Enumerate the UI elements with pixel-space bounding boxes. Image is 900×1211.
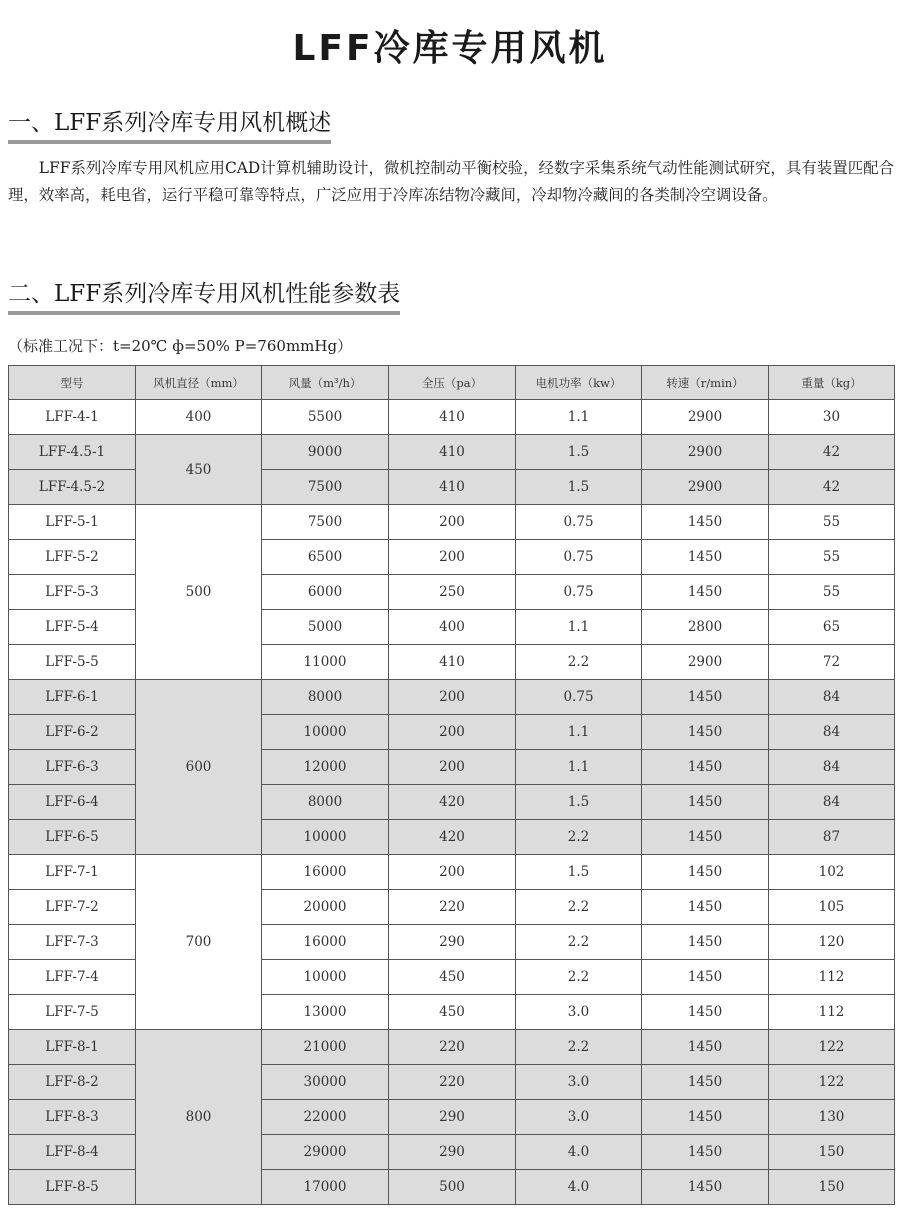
cell-weight: 42 [769, 435, 895, 470]
cell-weight: 102 [769, 855, 895, 890]
cell-airflow: 20000 [262, 890, 389, 925]
cell-speed: 1450 [642, 1170, 769, 1205]
cell-power: 0.75 [516, 680, 642, 715]
cell-pressure: 450 [389, 960, 516, 995]
cell-power: 3.0 [516, 1065, 642, 1100]
header-airflow: 风量（m³/h） [262, 366, 389, 400]
table-row [9, 1030, 895, 1065]
cell-power: 1.1 [516, 750, 642, 785]
standard-conditions-note: （标准工况下：t=20℃ ф=50% P=760mmHg） [8, 337, 353, 355]
cell-power: 1.5 [516, 435, 642, 470]
cell-model: LFF-6-3 [9, 750, 136, 785]
cell-airflow: 30000 [262, 1065, 389, 1100]
overview-paragraph: LFF系列冷库专用风机应用CAD计算机辅助设计，微机控制动平衡校验，经数字采集系统气动性能测试研究，具有装置匹配合理，效率高，耗电省，运行平稳可靠等特点，广泛应用于冷库冻结物冷藏间，冷却物冷藏间的各类制冷空调设备。 [8, 159, 894, 204]
cell-diameter: 600 [136, 680, 262, 855]
cell-diameter: 400 [136, 400, 262, 435]
cell-speed: 1450 [642, 750, 769, 785]
cell-airflow: 8000 [262, 680, 389, 715]
cell-airflow: 10000 [262, 715, 389, 750]
cell-pressure: 290 [389, 1135, 516, 1170]
cell-speed: 1450 [642, 925, 769, 960]
cell-model: LFF-8-3 [9, 1100, 136, 1135]
cell-pressure: 410 [389, 400, 516, 435]
cell-model: LFF-7-1 [9, 855, 136, 890]
cell-speed: 2800 [642, 610, 769, 645]
cell-power: 1.5 [516, 855, 642, 890]
header-pressure: 全压（pa） [389, 366, 516, 400]
cell-power: 2.2 [516, 925, 642, 960]
cell-pressure: 290 [389, 925, 516, 960]
cell-power: 1.5 [516, 785, 642, 820]
cell-airflow: 9000 [262, 435, 389, 470]
cell-model: LFF-6-2 [9, 715, 136, 750]
cell-speed: 1450 [642, 540, 769, 575]
table-row [9, 400, 895, 435]
cell-power: 0.75 [516, 575, 642, 610]
cell-pressure: 200 [389, 715, 516, 750]
cell-speed: 1450 [642, 820, 769, 855]
cell-weight: 55 [769, 540, 895, 575]
cell-power: 3.0 [516, 1100, 642, 1135]
cell-model: LFF-5-4 [9, 610, 136, 645]
table-row [9, 435, 895, 470]
cell-pressure: 410 [389, 470, 516, 505]
cell-airflow: 5500 [262, 400, 389, 435]
cell-speed: 1450 [642, 1100, 769, 1135]
header-diameter: 风机直径（mm） [136, 366, 262, 400]
cell-weight: 87 [769, 820, 895, 855]
cell-pressure: 500 [389, 1170, 516, 1205]
cell-power: 2.2 [516, 820, 642, 855]
cell-model: LFF-8-5 [9, 1170, 136, 1205]
table-header-row [9, 366, 895, 400]
table-row [9, 855, 895, 890]
cell-weight: 122 [769, 1030, 895, 1065]
cell-airflow: 29000 [262, 1135, 389, 1170]
cell-weight: 84 [769, 715, 895, 750]
cell-airflow: 6000 [262, 575, 389, 610]
cell-power: 3.0 [516, 995, 642, 1030]
cell-speed: 2900 [642, 645, 769, 680]
cell-speed: 1450 [642, 855, 769, 890]
cell-weight: 30 [769, 400, 895, 435]
cell-speed: 1450 [642, 785, 769, 820]
cell-speed: 2900 [642, 470, 769, 505]
header-power: 电机功率（kw） [516, 366, 642, 400]
cell-airflow: 5000 [262, 610, 389, 645]
cell-pressure: 200 [389, 750, 516, 785]
table-row [9, 680, 895, 715]
cell-speed: 2900 [642, 435, 769, 470]
cell-airflow: 8000 [262, 785, 389, 820]
cell-airflow: 21000 [262, 1030, 389, 1065]
cell-model: LFF-7-5 [9, 995, 136, 1030]
page-title: LFF冷库专用风机 [292, 28, 608, 69]
cell-model: LFF-4.5-1 [9, 435, 136, 470]
cell-power: 0.75 [516, 505, 642, 540]
cell-speed: 1450 [642, 680, 769, 715]
cell-model: LFF-7-2 [9, 890, 136, 925]
cell-airflow: 17000 [262, 1170, 389, 1205]
cell-weight: 84 [769, 785, 895, 820]
cell-power: 2.2 [516, 960, 642, 995]
table-body [9, 400, 895, 1205]
cell-weight: 105 [769, 890, 895, 925]
cell-weight: 84 [769, 750, 895, 785]
cell-pressure: 220 [389, 890, 516, 925]
cell-weight: 112 [769, 960, 895, 995]
cell-pressure: 250 [389, 575, 516, 610]
cell-airflow: 16000 [262, 925, 389, 960]
cell-airflow: 7500 [262, 470, 389, 505]
cell-weight: 150 [769, 1170, 895, 1205]
cell-airflow: 12000 [262, 750, 389, 785]
cell-model: LFF-4.5-2 [9, 470, 136, 505]
cell-power: 0.75 [516, 540, 642, 575]
cell-model: LFF-6-5 [9, 820, 136, 855]
header-weight: 重量（kg） [769, 366, 895, 400]
cell-model: LFF-7-4 [9, 960, 136, 995]
cell-pressure: 200 [389, 505, 516, 540]
cell-weight: 122 [769, 1065, 895, 1100]
cell-power: 1.1 [516, 610, 642, 645]
cell-power: 4.0 [516, 1170, 642, 1205]
cell-pressure: 200 [389, 855, 516, 890]
cell-pressure: 450 [389, 995, 516, 1030]
cell-pressure: 410 [389, 645, 516, 680]
cell-power: 2.2 [516, 890, 642, 925]
cell-speed: 1450 [642, 960, 769, 995]
cell-diameter: 500 [136, 505, 262, 680]
cell-pressure: 220 [389, 1030, 516, 1065]
cell-airflow: 10000 [262, 960, 389, 995]
cell-weight: 42 [769, 470, 895, 505]
cell-pressure: 420 [389, 820, 516, 855]
performance-parameter-table [8, 365, 895, 1205]
cell-power: 1.5 [516, 470, 642, 505]
cell-pressure: 420 [389, 785, 516, 820]
cell-power: 2.2 [516, 1030, 642, 1065]
cell-speed: 1450 [642, 575, 769, 610]
cell-model: LFF-5-5 [9, 645, 136, 680]
cell-airflow: 11000 [262, 645, 389, 680]
header-speed: 转速（r/min） [642, 366, 769, 400]
cell-model: LFF-5-3 [9, 575, 136, 610]
cell-weight: 120 [769, 925, 895, 960]
cell-pressure: 400 [389, 610, 516, 645]
cell-power: 1.1 [516, 715, 642, 750]
cell-speed: 2900 [642, 400, 769, 435]
cell-airflow: 13000 [262, 995, 389, 1030]
cell-speed: 1450 [642, 1135, 769, 1170]
cell-speed: 1450 [642, 1065, 769, 1100]
cell-model: LFF-6-4 [9, 785, 136, 820]
cell-speed: 1450 [642, 715, 769, 750]
cell-airflow: 16000 [262, 855, 389, 890]
cell-pressure: 220 [389, 1065, 516, 1100]
cell-speed: 1450 [642, 995, 769, 1030]
table-row [9, 505, 895, 540]
cell-speed: 1450 [642, 505, 769, 540]
cell-model: LFF-6-1 [9, 680, 136, 715]
cell-model: LFF-7-3 [9, 925, 136, 960]
cell-weight: 84 [769, 680, 895, 715]
cell-weight: 130 [769, 1100, 895, 1135]
cell-airflow: 6500 [262, 540, 389, 575]
cell-weight: 65 [769, 610, 895, 645]
cell-airflow: 10000 [262, 820, 389, 855]
cell-speed: 1450 [642, 1030, 769, 1065]
cell-diameter: 800 [136, 1030, 262, 1205]
cell-airflow: 22000 [262, 1100, 389, 1135]
cell-pressure: 200 [389, 540, 516, 575]
cell-pressure: 410 [389, 435, 516, 470]
cell-speed: 1450 [642, 890, 769, 925]
cell-model: LFF-8-2 [9, 1065, 136, 1100]
section-heading-performance: 二、LFF系列冷库专用风机性能参数表 [8, 275, 400, 315]
header-model: 型号 [9, 366, 136, 400]
cell-weight: 55 [769, 575, 895, 610]
cell-model: LFF-4-1 [9, 400, 136, 435]
cell-model: LFF-5-1 [9, 505, 136, 540]
cell-airflow: 7500 [262, 505, 389, 540]
section-heading-overview: 一、LFF系列冷库专用风机概述 [8, 104, 331, 144]
cell-model: LFF-5-2 [9, 540, 136, 575]
cell-power: 1.1 [516, 400, 642, 435]
cell-pressure: 200 [389, 680, 516, 715]
cell-diameter: 450 [136, 435, 262, 505]
cell-weight: 72 [769, 645, 895, 680]
cell-weight: 150 [769, 1135, 895, 1170]
cell-weight: 112 [769, 995, 895, 1030]
cell-weight: 55 [769, 505, 895, 540]
cell-diameter: 700 [136, 855, 262, 1030]
cell-pressure: 290 [389, 1100, 516, 1135]
cell-power: 2.2 [516, 645, 642, 680]
cell-model: LFF-8-1 [9, 1030, 136, 1065]
cell-power: 4.0 [516, 1135, 642, 1170]
cell-model: LFF-8-4 [9, 1135, 136, 1170]
